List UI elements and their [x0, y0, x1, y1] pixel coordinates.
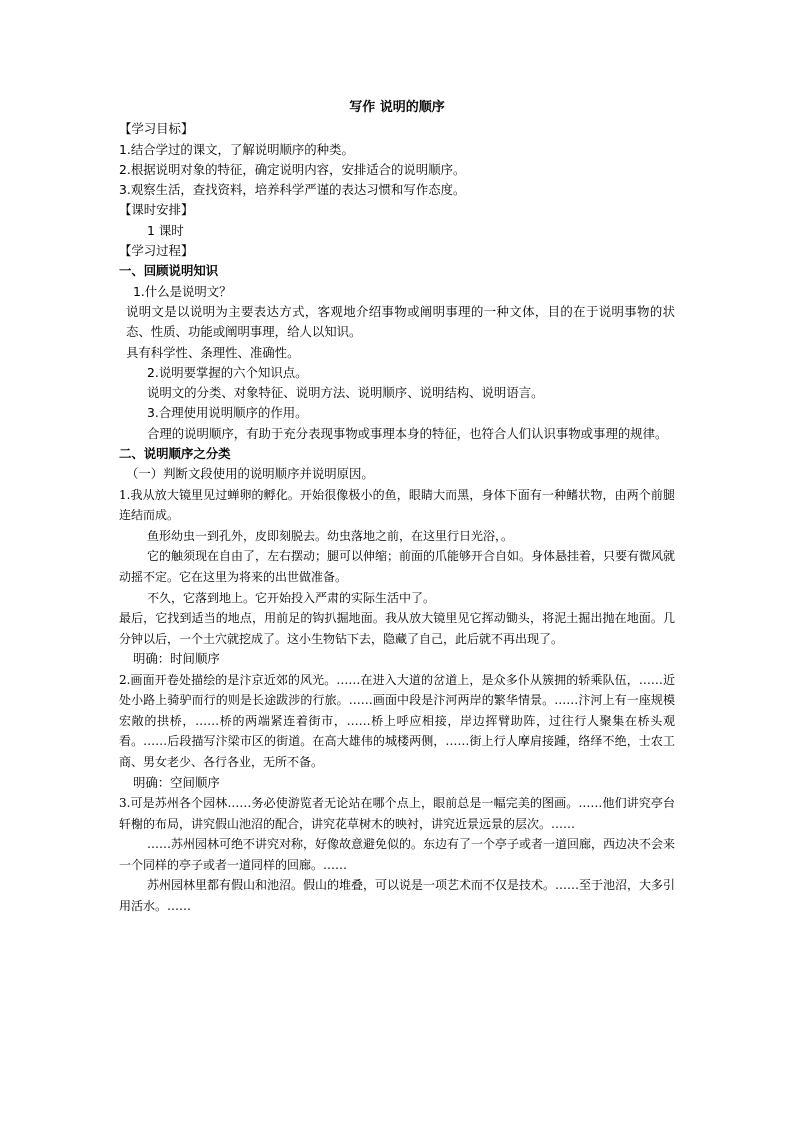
question-1: 1.什么是说明文？ — [133, 283, 232, 299]
example-3-paragraph-text: ……苏州园林可绝不讲究对称，好像故意避免似的。东边有了一个亭子或者一道回廊，西边决不会来一个同样的亭子或者一道同样的回廊。…… — [119, 837, 676, 872]
example-1-paragraph-text: 它的触须现在自由了，左右摆动；腿可以伸缩；前面的爪能够开合自如。身体悬挂着，只要有微风就动摇不定。它在这里为将来的出世做准备。 — [119, 549, 676, 585]
schedule-text: 1 课时 — [147, 222, 184, 238]
question-2: 2.说明要掌握的六个知识点。 — [147, 364, 308, 380]
answer-1: 说明文是以说明为主要表达方式，客观地介绍事物或阐明事理的一种文体，目的在于说明事物的状态、性质、功能或阐明事理，给人以知识。 — [126, 303, 675, 340]
schedule-heading: 【课时安排】 — [119, 202, 194, 218]
example-1-paragraph: 不久，它落到地上。它开始投入严肃的实际生活中了。 — [147, 590, 436, 605]
answer-3 — [119, 424, 675, 444]
example-1-paragraph: 鱼形幼虫一到孔外，皮即刻脱去。幼虫落地之前，在这里行日光浴，。 — [147, 528, 514, 543]
example-1-paragraph: 最后，它找到适当的地点，用前足的钩扒掘地面。我从放大镜里见它挥动锄头，将泥土掘出抛在地面。几分钟以后，一个土穴就挖成了。这小生物钻下去，隐藏了自己，此后就不再出现了。 — [119, 611, 675, 646]
answer-2: 说明文的分类、对象特征、说明方法、说明顺序、说明结构、说明语言。 — [147, 385, 544, 401]
goals-heading: 【学习目标】 — [119, 121, 194, 137]
goal-item: 1.结合学过的课文，了解说明顺序的种类。 — [119, 141, 354, 157]
part2-heading: 二、说明顺序之分类 — [119, 446, 231, 462]
page-title: 写作 说明的顺序 — [349, 100, 445, 115]
goal-item: 2.根据说明对象的特征，确定说明内容，安排适合的说明顺序。 — [119, 161, 466, 177]
example-3-paragraph-text: 苏州园林里都有假山和池沼。假山的堆叠，可以说是一项艺术而不仅是技术。……至于池沼，大多引用活水。…… — [119, 878, 676, 913]
part2-task: （一）判断文段使用的说明顺序并说明原因。 — [126, 466, 374, 482]
example-3-paragraph: 3.可是苏州各个园林……务必使游览者无论站在哪个点上，眼前总是一幅完美的图画。……他们讲究亭台轩榭的布局，讲究假山池沼的配合，讲究花草树木的映衬，讲究近景远景的层次。…… — [119, 795, 675, 831]
question-3: 3.合理使用说明顺序的作用。 — [147, 405, 308, 421]
example-3-paragraph — [119, 875, 675, 916]
example-2-answer: 明确：空间顺序 — [133, 774, 220, 790]
example-1-answer: 明确：时间顺序 — [133, 651, 220, 667]
document-body — [119, 98, 675, 917]
answer-1-features: 具有科学性、条理性、准确性。 — [126, 344, 300, 360]
example-2-paragraph: 2.画面开卷处描绘的是汴京近郊的风光。……在进入大道的岔道上，是众多仆从簇拥的轿乘队伍，……近处小路上骑驴而行的则是长途跋涉的行旅。……画面中段是汴河两岸的繁华情景。……汴河上有一座规模宏敞的拱桥，……桥的两端紧连着街市，……桥上呼应相接，岸边挥臂助阵，过往行人聚集在桥头观看。……后段描写汴梁市区的街道。在高大雄伟的城楼两侧，……街上行人摩肩接踵，络绎不绝，士农工商、男女老少、各行各业，无所不备。 — [119, 672, 675, 770]
answer-3-text: 合理的说明顺序，有助于充分表现事物或事理本身的特征，也符合人们认识事物或事理的规律。 — [147, 425, 668, 441]
part1-heading: 一、回顾说明知识 — [119, 263, 219, 279]
example-1-paragraph — [119, 546, 675, 587]
process-heading: 【学习过程】 — [119, 243, 194, 259]
example-1-paragraph: 1.我从放大镜里见过蝉卵的孵化。开始很像极小的鱼，眼睛大而黑，身体下面有一种鳍状物，由两个前腿连结而成。 — [119, 487, 675, 523]
goal-item: 3.观察生活，查找资料，培养科学严谨的表达习惯和写作态度。 — [119, 182, 466, 198]
example-3-paragraph — [119, 834, 675, 875]
